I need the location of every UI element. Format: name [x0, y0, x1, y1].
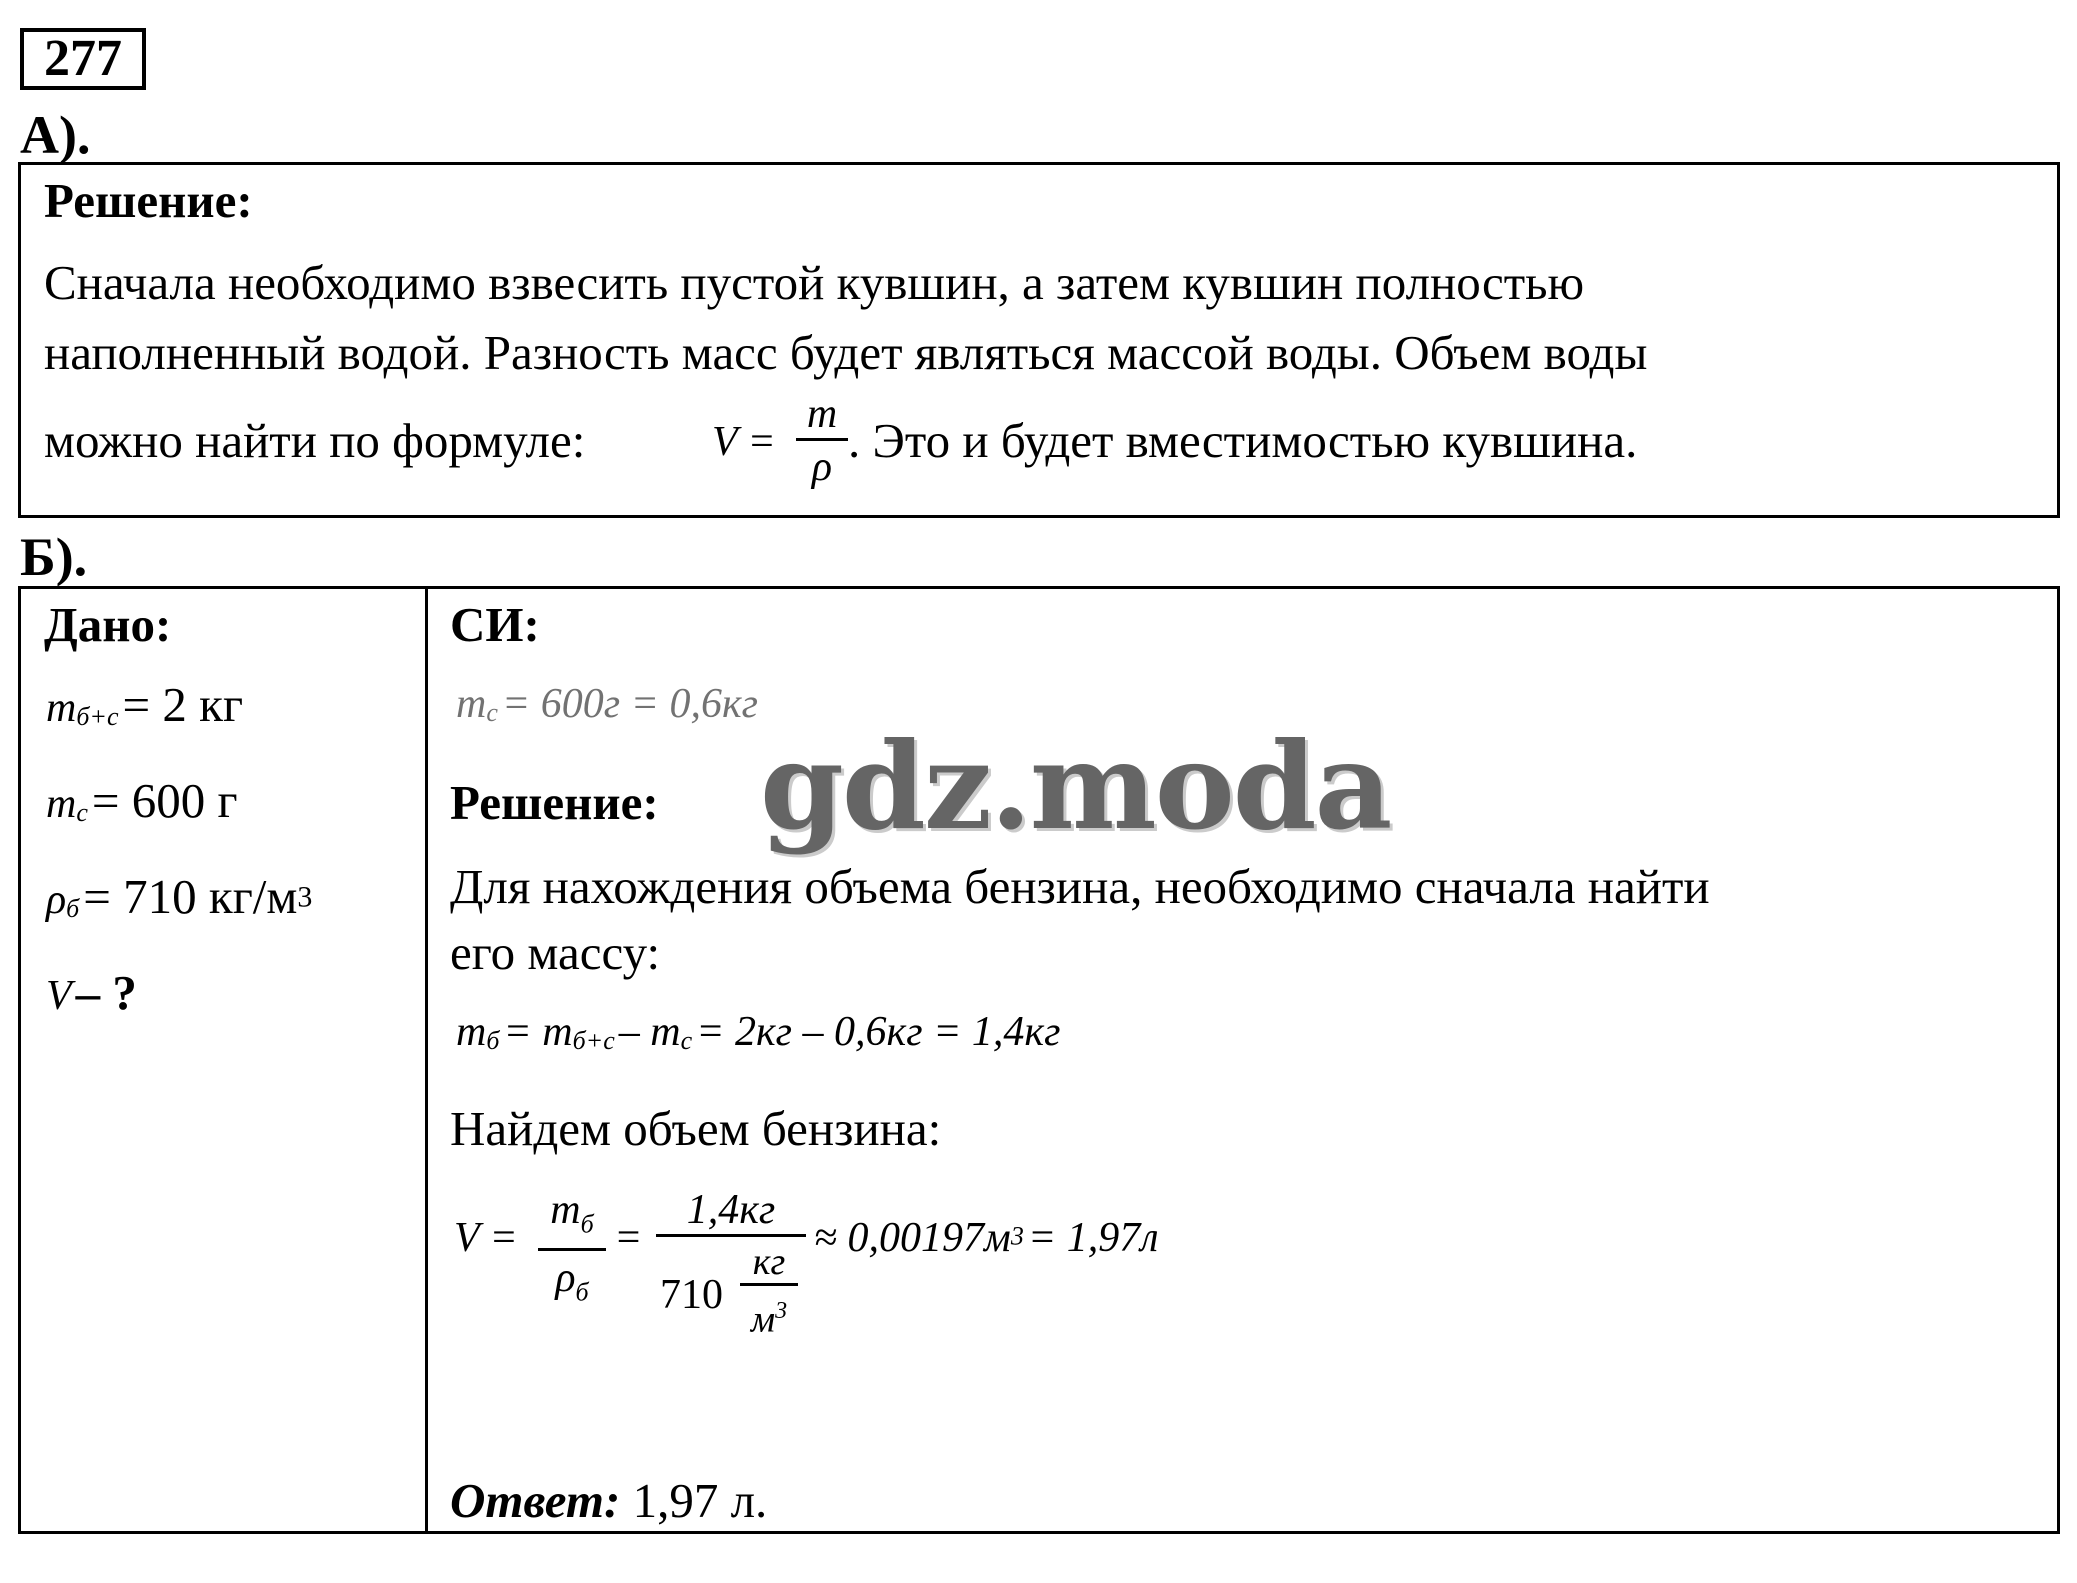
eq2-result-approx: ≈ 0,00197м	[814, 1215, 1011, 1261]
given-find	[46, 964, 137, 1021]
given-density	[46, 868, 312, 925]
eq2-fraction-1-denominator: $\rho_б$	[555, 1255, 589, 1307]
given-can-mass-value: = 600 г	[91, 773, 238, 828]
eq1-term-a: m	[456, 1009, 487, 1055]
solution-title: Решение:	[450, 775, 659, 830]
given-title: Дано:	[44, 597, 172, 652]
part-b-column-divider	[425, 586, 428, 1534]
given-can-mass-symbol: m	[46, 781, 77, 827]
given-total-mass	[46, 676, 243, 733]
eq2-fraction-2-numerator: 1,4кг	[686, 1187, 776, 1233]
part-a-formula-lhs: V =	[712, 419, 776, 465]
eq2-fraction-1	[538, 1186, 606, 1320]
eq2-result	[814, 1214, 1159, 1262]
part-a-formula-fraction	[796, 390, 848, 493]
eq2-fraction-2-denominator	[656, 1237, 806, 1367]
part-a-line-3-before: можно найти по формуле:	[44, 413, 586, 468]
part-a-formula-denominator: ρ	[811, 444, 833, 490]
answer	[450, 1466, 767, 1536]
eq2-lhs: V =	[454, 1215, 518, 1261]
given-total-mass-symbol: m	[46, 685, 77, 731]
answer-value: 1,97 л.	[632, 1473, 768, 1528]
eq1-term-c: – m	[618, 1009, 681, 1055]
eq2-fraction-2-unit	[740, 1241, 798, 1345]
eq1-result: = 2кг – 0,6кг = 1,4кг	[696, 1009, 1061, 1055]
given-can-mass	[46, 772, 238, 829]
si-conversion	[456, 680, 758, 728]
part-a-formula-numerator: m	[806, 391, 838, 437]
si-conversion-subscript: с	[486, 698, 498, 728]
part-a-line-2: наполненный водой. Разность масс будет являться массой воды. Объем воды	[44, 325, 1648, 380]
eq2-unit-denominator: $м^3$	[750, 1298, 788, 1341]
given-density-symbol: ρ	[46, 877, 67, 923]
eq1-term-c-subscript: с	[680, 1026, 693, 1056]
given-density-power: 3	[297, 880, 313, 914]
eq2-fraction-2-den-number: 710	[660, 1272, 723, 1318]
given-density-value: = 710 кг/м	[83, 869, 298, 924]
eq1-term-b-subscript: б+с	[572, 1026, 615, 1056]
eq1-term-b: = m	[503, 1009, 573, 1055]
eq2-result-power: 3	[1010, 1221, 1024, 1251]
si-conversion-symbol: m	[456, 681, 487, 727]
given-total-mass-value: = 2 кг	[122, 677, 244, 732]
given-find-symbol: V	[46, 973, 72, 1019]
problem-number: 277	[20, 28, 146, 90]
given-can-mass-subscript: с	[76, 798, 88, 828]
given-density-subscript: б	[66, 894, 80, 924]
eq2-result-litres: = 1,97л	[1027, 1215, 1159, 1261]
answer-label: Ответ:	[450, 1473, 621, 1528]
eq2-equals: =	[614, 1215, 643, 1261]
si-title: СИ:	[450, 597, 540, 652]
solution-text-1: Для нахождения объема бензина, необходимо сначала найти	[450, 859, 1710, 914]
part-a-label: А).	[20, 105, 91, 165]
si-conversion-value: = 600г = 0,6кг	[501, 681, 758, 727]
eq1-term-a-subscript: б	[486, 1026, 500, 1056]
part-a-line-3-after: . Это и будет вместимостью кувшина.	[848, 413, 1638, 468]
eq2-unit-numerator: кг	[752, 1241, 786, 1283]
watermark-logo: gdz.moda	[760, 716, 1391, 857]
solution-text-3: Найдем объем бензина:	[450, 1101, 942, 1156]
given-total-mass-subscript: б+с	[76, 702, 119, 732]
eq2-fraction-2	[656, 1186, 806, 1367]
eq2-fraction-1-numerator: $m_б$	[550, 1187, 594, 1239]
given-find-question: – ?	[75, 965, 137, 1020]
solution-text-2: его массу:	[450, 925, 661, 980]
part-b-label: Б).	[20, 527, 88, 587]
part-a-line-1: Сначала необходимо взвесить пустой кувшин, а затем кувшин полностью	[44, 255, 1585, 310]
part-a-solution-title: Решение:	[44, 173, 253, 228]
solution-equation-mass	[456, 1008, 1060, 1056]
